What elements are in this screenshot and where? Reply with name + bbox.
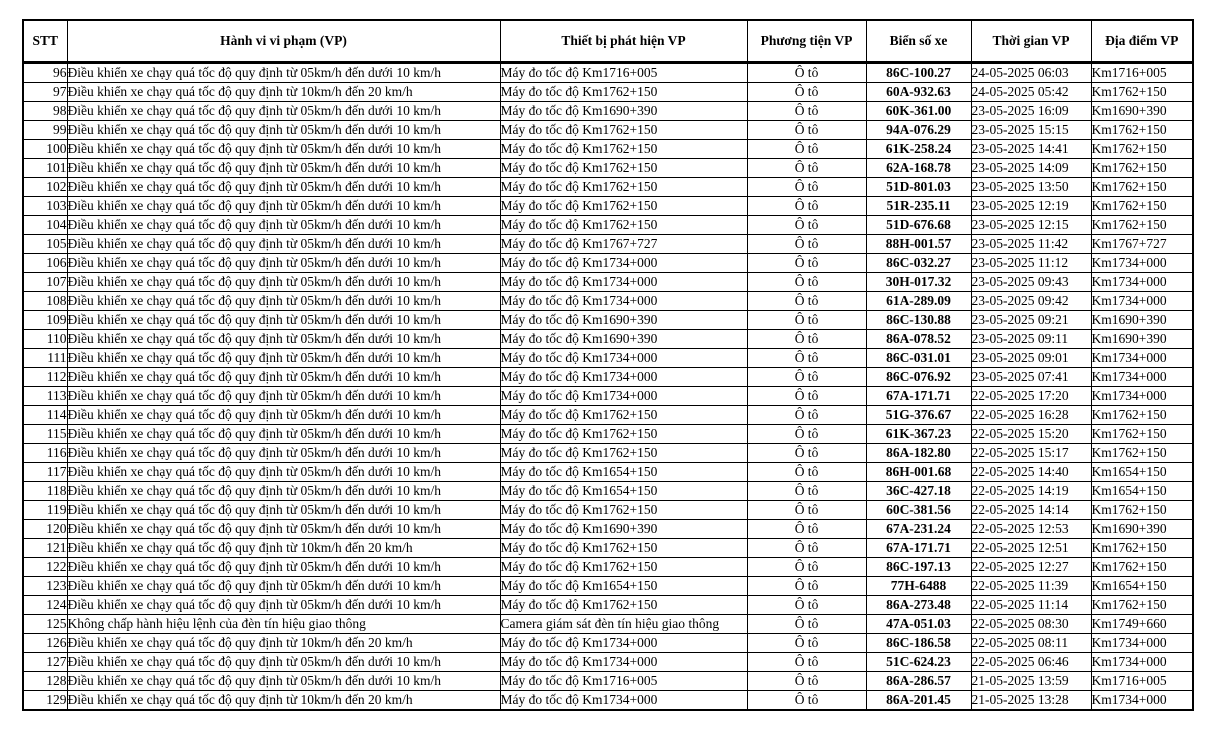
cell-stt: 128 — [23, 672, 67, 691]
col-header-plate: Biển số xe — [866, 20, 971, 63]
cell-time: 22-05-2025 06:46 — [971, 653, 1091, 672]
col-header-stt: STT — [23, 20, 67, 63]
cell-vehicle: Ô tô — [747, 63, 866, 83]
table-row — [23, 577, 1193, 596]
cell-device: Máy đo tốc độ Km1762+150 — [500, 83, 747, 102]
cell-time: 23-05-2025 14:09 — [971, 159, 1091, 178]
cell-plate: 86C-100.27 — [866, 63, 971, 83]
cell-location: Km1734+000 — [1091, 653, 1193, 672]
cell-violation: Điều khiển xe chạy quá tốc độ quy định từ 05km/h đến dưới 10 km/h — [67, 672, 500, 691]
cell-time: 23-05-2025 11:42 — [971, 235, 1091, 254]
cell-stt: 110 — [23, 330, 67, 349]
cell-device: Máy đo tốc độ Km1762+150 — [500, 159, 747, 178]
cell-location: Km1716+005 — [1091, 63, 1193, 83]
cell-violation: Điều khiển xe chạy quá tốc độ quy định từ 05km/h đến dưới 10 km/h — [67, 273, 500, 292]
cell-plate: 60C-381.56 — [866, 501, 971, 520]
cell-location: Km1690+390 — [1091, 330, 1193, 349]
cell-vehicle: Ô tô — [747, 273, 866, 292]
cell-stt: 114 — [23, 406, 67, 425]
cell-location: Km1654+150 — [1091, 577, 1193, 596]
cell-plate: 51R-235.11 — [866, 197, 971, 216]
cell-vehicle: Ô tô — [747, 83, 866, 102]
cell-location: Km1734+000 — [1091, 292, 1193, 311]
cell-time: 22-05-2025 15:20 — [971, 425, 1091, 444]
cell-vehicle: Ô tô — [747, 577, 866, 596]
cell-vehicle: Ô tô — [747, 558, 866, 577]
cell-stt: 98 — [23, 102, 67, 121]
cell-stt: 123 — [23, 577, 67, 596]
cell-plate: 62A-168.78 — [866, 159, 971, 178]
cell-time: 23-05-2025 09:11 — [971, 330, 1091, 349]
cell-stt: 96 — [23, 63, 67, 83]
cell-violation: Điều khiển xe chạy quá tốc độ quy định từ 05km/h đến dưới 10 km/h — [67, 311, 500, 330]
cell-device: Máy đo tốc độ Km1762+150 — [500, 558, 747, 577]
cell-vehicle: Ô tô — [747, 292, 866, 311]
cell-violation: Điều khiển xe chạy quá tốc độ quy định từ 05km/h đến dưới 10 km/h — [67, 178, 500, 197]
cell-stt: 124 — [23, 596, 67, 615]
cell-vehicle: Ô tô — [747, 197, 866, 216]
cell-vehicle: Ô tô — [747, 634, 866, 653]
cell-location: Km1762+150 — [1091, 121, 1193, 140]
cell-violation: Điều khiển xe chạy quá tốc độ quy định từ 05km/h đến dưới 10 km/h — [67, 102, 500, 121]
cell-vehicle: Ô tô — [747, 691, 866, 711]
cell-time: 22-05-2025 08:30 — [971, 615, 1091, 634]
cell-device: Máy đo tốc độ Km1716+005 — [500, 672, 747, 691]
cell-device: Camera giám sát đèn tín hiệu giao thông — [500, 615, 747, 634]
cell-plate: 86A-286.57 — [866, 672, 971, 691]
cell-location: Km1734+000 — [1091, 273, 1193, 292]
cell-violation: Không chấp hành hiệu lệnh của đèn tín hiệu giao thông — [67, 615, 500, 634]
cell-device: Máy đo tốc độ Km1734+000 — [500, 691, 747, 711]
cell-stt: 113 — [23, 387, 67, 406]
cell-location: Km1762+150 — [1091, 596, 1193, 615]
cell-violation: Điều khiển xe chạy quá tốc độ quy định từ 05km/h đến dưới 10 km/h — [67, 444, 500, 463]
table-body — [23, 63, 1193, 711]
cell-vehicle: Ô tô — [747, 615, 866, 634]
cell-stt: 107 — [23, 273, 67, 292]
cell-violation: Điều khiển xe chạy quá tốc độ quy định từ 10km/h đến 20 km/h — [67, 83, 500, 102]
cell-location: Km1762+150 — [1091, 83, 1193, 102]
cell-time: 22-05-2025 15:17 — [971, 444, 1091, 463]
cell-stt: 129 — [23, 691, 67, 711]
cell-violation: Điều khiển xe chạy quá tốc độ quy định từ 10km/h đến 20 km/h — [67, 634, 500, 653]
table-row — [23, 463, 1193, 482]
table-row — [23, 235, 1193, 254]
table-row — [23, 501, 1193, 520]
table-row — [23, 102, 1193, 121]
cell-violation: Điều khiển xe chạy quá tốc độ quy định từ 05km/h đến dưới 10 km/h — [67, 558, 500, 577]
cell-location: Km1734+000 — [1091, 368, 1193, 387]
table-row — [23, 596, 1193, 615]
cell-time: 22-05-2025 08:11 — [971, 634, 1091, 653]
cell-location: Km1690+390 — [1091, 520, 1193, 539]
cell-stt: 109 — [23, 311, 67, 330]
cell-vehicle: Ô tô — [747, 330, 866, 349]
cell-time: 22-05-2025 12:51 — [971, 539, 1091, 558]
table-row — [23, 368, 1193, 387]
cell-violation: Điều khiển xe chạy quá tốc độ quy định từ 05km/h đến dưới 10 km/h — [67, 349, 500, 368]
cell-device: Máy đo tốc độ Km1690+390 — [500, 102, 747, 121]
cell-location: Km1762+150 — [1091, 501, 1193, 520]
cell-violation: Điều khiển xe chạy quá tốc độ quy định từ 05km/h đến dưới 10 km/h — [67, 159, 500, 178]
table-row — [23, 63, 1193, 83]
table-row — [23, 558, 1193, 577]
table-row — [23, 140, 1193, 159]
cell-time: 22-05-2025 17:20 — [971, 387, 1091, 406]
cell-device: Máy đo tốc độ Km1762+150 — [500, 197, 747, 216]
cell-time: 21-05-2025 13:28 — [971, 691, 1091, 711]
table-row — [23, 482, 1193, 501]
col-header-device: Thiết bị phát hiện VP — [500, 20, 747, 63]
table-row — [23, 425, 1193, 444]
cell-plate: 86C-031.01 — [866, 349, 971, 368]
cell-time: 23-05-2025 09:42 — [971, 292, 1091, 311]
cell-stt: 108 — [23, 292, 67, 311]
cell-location: Km1762+150 — [1091, 159, 1193, 178]
cell-vehicle: Ô tô — [747, 178, 866, 197]
cell-time: 23-05-2025 14:41 — [971, 140, 1091, 159]
cell-violation: Điều khiển xe chạy quá tốc độ quy định từ 05km/h đến dưới 10 km/h — [67, 482, 500, 501]
cell-violation: Điều khiển xe chạy quá tốc độ quy định từ 05km/h đến dưới 10 km/h — [67, 63, 500, 83]
cell-violation: Điều khiển xe chạy quá tốc độ quy định từ 05km/h đến dưới 10 km/h — [67, 121, 500, 140]
cell-violation: Điều khiển xe chạy quá tốc độ quy định từ 05km/h đến dưới 10 km/h — [67, 425, 500, 444]
cell-plate: 86H-001.68 — [866, 463, 971, 482]
cell-stt: 119 — [23, 501, 67, 520]
table-header — [23, 20, 1193, 63]
cell-device: Máy đo tốc độ Km1690+390 — [500, 311, 747, 330]
table-row — [23, 349, 1193, 368]
cell-plate: 51D-676.68 — [866, 216, 971, 235]
cell-location: Km1762+150 — [1091, 197, 1193, 216]
cell-plate: 86C-130.88 — [866, 311, 971, 330]
table-row — [23, 273, 1193, 292]
cell-device: Máy đo tốc độ Km1762+150 — [500, 425, 747, 444]
cell-device: Máy đo tốc độ Km1762+150 — [500, 444, 747, 463]
table-row — [23, 539, 1193, 558]
cell-time: 22-05-2025 11:14 — [971, 596, 1091, 615]
cell-violation: Điều khiển xe chạy quá tốc độ quy định từ 05km/h đến dưới 10 km/h — [67, 406, 500, 425]
header-row — [23, 20, 1193, 63]
cell-time: 24-05-2025 05:42 — [971, 83, 1091, 102]
cell-stt: 126 — [23, 634, 67, 653]
cell-location: Km1762+150 — [1091, 425, 1193, 444]
cell-location: Km1654+150 — [1091, 463, 1193, 482]
cell-time: 24-05-2025 06:03 — [971, 63, 1091, 83]
cell-time: 23-05-2025 13:50 — [971, 178, 1091, 197]
cell-stt: 101 — [23, 159, 67, 178]
cell-location: Km1762+150 — [1091, 178, 1193, 197]
cell-vehicle: Ô tô — [747, 311, 866, 330]
cell-plate: 51G-376.67 — [866, 406, 971, 425]
cell-stt: 99 — [23, 121, 67, 140]
cell-plate: 36C-427.18 — [866, 482, 971, 501]
cell-time: 23-05-2025 12:15 — [971, 216, 1091, 235]
cell-device: Máy đo tốc độ Km1690+390 — [500, 520, 747, 539]
cell-location: Km1749+660 — [1091, 615, 1193, 634]
cell-location: Km1734+000 — [1091, 634, 1193, 653]
cell-plate: 67A-171.71 — [866, 387, 971, 406]
cell-violation: Điều khiển xe chạy quá tốc độ quy định từ 05km/h đến dưới 10 km/h — [67, 387, 500, 406]
cell-device: Máy đo tốc độ Km1654+150 — [500, 463, 747, 482]
cell-time: 22-05-2025 14:14 — [971, 501, 1091, 520]
cell-stt: 117 — [23, 463, 67, 482]
cell-vehicle: Ô tô — [747, 235, 866, 254]
cell-time: 23-05-2025 16:09 — [971, 102, 1091, 121]
cell-location: Km1734+000 — [1091, 254, 1193, 273]
cell-stt: 97 — [23, 83, 67, 102]
cell-location: Km1690+390 — [1091, 102, 1193, 121]
cell-violation: Điều khiển xe chạy quá tốc độ quy định từ 05km/h đến dưới 10 km/h — [67, 520, 500, 539]
cell-plate: 61K-367.23 — [866, 425, 971, 444]
cell-stt: 104 — [23, 216, 67, 235]
cell-vehicle: Ô tô — [747, 653, 866, 672]
cell-plate: 86A-078.52 — [866, 330, 971, 349]
cell-plate: 51D-801.03 — [866, 178, 971, 197]
cell-location: Km1762+150 — [1091, 444, 1193, 463]
cell-device: Máy đo tốc độ Km1762+150 — [500, 178, 747, 197]
col-header-vehicle: Phương tiện VP — [747, 20, 866, 63]
cell-device: Máy đo tốc độ Km1654+150 — [500, 577, 747, 596]
cell-plate: 86C-032.27 — [866, 254, 971, 273]
cell-device: Máy đo tốc độ Km1734+000 — [500, 387, 747, 406]
cell-vehicle: Ô tô — [747, 672, 866, 691]
cell-device: Máy đo tốc độ Km1734+000 — [500, 634, 747, 653]
cell-location: Km1734+000 — [1091, 387, 1193, 406]
cell-stt: 103 — [23, 197, 67, 216]
table-row — [23, 387, 1193, 406]
col-header-violation: Hành vi vi phạm (VP) — [67, 20, 500, 63]
cell-vehicle: Ô tô — [747, 387, 866, 406]
cell-time: 22-05-2025 14:40 — [971, 463, 1091, 482]
cell-time: 23-05-2025 15:15 — [971, 121, 1091, 140]
cell-stt: 112 — [23, 368, 67, 387]
cell-device: Máy đo tốc độ Km1762+150 — [500, 596, 747, 615]
table-row — [23, 615, 1193, 634]
cell-stt: 106 — [23, 254, 67, 273]
cell-plate: 86C-197.13 — [866, 558, 971, 577]
cell-violation: Điều khiển xe chạy quá tốc độ quy định từ 05km/h đến dưới 10 km/h — [67, 235, 500, 254]
cell-location: Km1654+150 — [1091, 482, 1193, 501]
cell-stt: 105 — [23, 235, 67, 254]
cell-stt: 121 — [23, 539, 67, 558]
cell-stt: 115 — [23, 425, 67, 444]
cell-vehicle: Ô tô — [747, 140, 866, 159]
cell-time: 23-05-2025 09:43 — [971, 273, 1091, 292]
cell-device: Máy đo tốc độ Km1762+150 — [500, 539, 747, 558]
cell-time: 22-05-2025 16:28 — [971, 406, 1091, 425]
cell-plate: 61K-258.24 — [866, 140, 971, 159]
cell-plate: 30H-017.32 — [866, 273, 971, 292]
cell-violation: Điều khiển xe chạy quá tốc độ quy định từ 05km/h đến dưới 10 km/h — [67, 330, 500, 349]
cell-device: Máy đo tốc độ Km1762+150 — [500, 501, 747, 520]
col-header-time: Thời gian VP — [971, 20, 1091, 63]
cell-device: Máy đo tốc độ Km1654+150 — [500, 482, 747, 501]
cell-plate: 86C-186.58 — [866, 634, 971, 653]
cell-location: Km1762+150 — [1091, 140, 1193, 159]
cell-device: Máy đo tốc độ Km1762+150 — [500, 121, 747, 140]
table-row — [23, 83, 1193, 102]
cell-device: Máy đo tốc độ Km1734+000 — [500, 273, 747, 292]
cell-location: Km1762+150 — [1091, 216, 1193, 235]
cell-stt: 127 — [23, 653, 67, 672]
cell-vehicle: Ô tô — [747, 444, 866, 463]
table-row — [23, 216, 1193, 235]
table-row — [23, 520, 1193, 539]
cell-vehicle: Ô tô — [747, 349, 866, 368]
table-row — [23, 672, 1193, 691]
table-row — [23, 197, 1193, 216]
cell-device: Máy đo tốc độ Km1762+150 — [500, 216, 747, 235]
cell-location: Km1762+150 — [1091, 406, 1193, 425]
cell-plate: 86A-201.45 — [866, 691, 971, 711]
cell-vehicle: Ô tô — [747, 482, 866, 501]
cell-plate: 67A-171.71 — [866, 539, 971, 558]
cell-device: Máy đo tốc độ Km1734+000 — [500, 292, 747, 311]
cell-violation: Điều khiển xe chạy quá tốc độ quy định từ 05km/h đến dưới 10 km/h — [67, 596, 500, 615]
cell-vehicle: Ô tô — [747, 159, 866, 178]
cell-location: Km1767+727 — [1091, 235, 1193, 254]
cell-time: 23-05-2025 09:01 — [971, 349, 1091, 368]
cell-violation: Điều khiển xe chạy quá tốc độ quy định từ 05km/h đến dưới 10 km/h — [67, 292, 500, 311]
cell-time: 23-05-2025 11:12 — [971, 254, 1091, 273]
table-row — [23, 159, 1193, 178]
cell-vehicle: Ô tô — [747, 368, 866, 387]
cell-vehicle: Ô tô — [747, 216, 866, 235]
cell-location: Km1762+150 — [1091, 539, 1193, 558]
cell-stt: 102 — [23, 178, 67, 197]
cell-time: 23-05-2025 09:21 — [971, 311, 1091, 330]
cell-location: Km1690+390 — [1091, 311, 1193, 330]
table-row — [23, 121, 1193, 140]
cell-plate: 51C-624.23 — [866, 653, 971, 672]
cell-plate: 86C-076.92 — [866, 368, 971, 387]
cell-time: 22-05-2025 14:19 — [971, 482, 1091, 501]
cell-plate: 86A-273.48 — [866, 596, 971, 615]
cell-location: Km1734+000 — [1091, 349, 1193, 368]
cell-device: Máy đo tốc độ Km1690+390 — [500, 330, 747, 349]
cell-violation: Điều khiển xe chạy quá tốc độ quy định từ 05km/h đến dưới 10 km/h — [67, 140, 500, 159]
cell-vehicle: Ô tô — [747, 406, 866, 425]
violations-table — [22, 19, 1194, 711]
table-row — [23, 634, 1193, 653]
cell-vehicle: Ô tô — [747, 425, 866, 444]
cell-device: Máy đo tốc độ Km1762+150 — [500, 140, 747, 159]
table-row — [23, 330, 1193, 349]
cell-stt: 111 — [23, 349, 67, 368]
cell-violation: Điều khiển xe chạy quá tốc độ quy định từ 10km/h đến 20 km/h — [67, 539, 500, 558]
cell-violation: Điều khiển xe chạy quá tốc độ quy định từ 05km/h đến dưới 10 km/h — [67, 577, 500, 596]
cell-violation: Điều khiển xe chạy quá tốc độ quy định từ 05km/h đến dưới 10 km/h — [67, 216, 500, 235]
cell-plate: 60A-932.63 — [866, 83, 971, 102]
cell-stt: 116 — [23, 444, 67, 463]
cell-plate: 88H-001.57 — [866, 235, 971, 254]
cell-vehicle: Ô tô — [747, 520, 866, 539]
cell-stt: 120 — [23, 520, 67, 539]
cell-vehicle: Ô tô — [747, 596, 866, 615]
cell-device: Máy đo tốc độ Km1734+000 — [500, 368, 747, 387]
col-header-location: Địa điểm VP — [1091, 20, 1193, 63]
cell-time: 21-05-2025 13:59 — [971, 672, 1091, 691]
cell-time: 22-05-2025 12:53 — [971, 520, 1091, 539]
cell-plate: 86A-182.80 — [866, 444, 971, 463]
table-row — [23, 178, 1193, 197]
cell-device: Máy đo tốc độ Km1762+150 — [500, 406, 747, 425]
table-row — [23, 311, 1193, 330]
cell-stt: 122 — [23, 558, 67, 577]
cell-time: 23-05-2025 12:19 — [971, 197, 1091, 216]
cell-device: Máy đo tốc độ Km1734+000 — [500, 653, 747, 672]
cell-vehicle: Ô tô — [747, 501, 866, 520]
cell-plate: 94A-076.29 — [866, 121, 971, 140]
cell-violation: Điều khiển xe chạy quá tốc độ quy định từ 05km/h đến dưới 10 km/h — [67, 653, 500, 672]
cell-stt: 118 — [23, 482, 67, 501]
cell-violation: Điều khiển xe chạy quá tốc độ quy định từ 05km/h đến dưới 10 km/h — [67, 463, 500, 482]
cell-violation: Điều khiển xe chạy quá tốc độ quy định từ 05km/h đến dưới 10 km/h — [67, 368, 500, 387]
cell-plate: 77H-6488 — [866, 577, 971, 596]
table-row — [23, 406, 1193, 425]
cell-vehicle: Ô tô — [747, 102, 866, 121]
table-row — [23, 444, 1193, 463]
table-row — [23, 691, 1193, 711]
cell-vehicle: Ô tô — [747, 121, 866, 140]
cell-vehicle: Ô tô — [747, 539, 866, 558]
cell-device: Máy đo tốc độ Km1734+000 — [500, 349, 747, 368]
cell-stt: 125 — [23, 615, 67, 634]
cell-vehicle: Ô tô — [747, 254, 866, 273]
cell-location: Km1734+000 — [1091, 691, 1193, 711]
cell-violation: Điều khiển xe chạy quá tốc độ quy định từ 05km/h đến dưới 10 km/h — [67, 501, 500, 520]
cell-location: Km1762+150 — [1091, 558, 1193, 577]
cell-violation: Điều khiển xe chạy quá tốc độ quy định từ 05km/h đến dưới 10 km/h — [67, 254, 500, 273]
cell-device: Máy đo tốc độ Km1734+000 — [500, 254, 747, 273]
table-row — [23, 653, 1193, 672]
cell-time: 22-05-2025 12:27 — [971, 558, 1091, 577]
cell-plate: 61A-289.09 — [866, 292, 971, 311]
cell-vehicle: Ô tô — [747, 463, 866, 482]
cell-device: Máy đo tốc độ Km1716+005 — [500, 63, 747, 83]
cell-device: Máy đo tốc độ Km1767+727 — [500, 235, 747, 254]
cell-violation: Điều khiển xe chạy quá tốc độ quy định từ 05km/h đến dưới 10 km/h — [67, 197, 500, 216]
table-row — [23, 254, 1193, 273]
cell-time: 22-05-2025 11:39 — [971, 577, 1091, 596]
cell-plate: 60K-361.00 — [866, 102, 971, 121]
cell-violation: Điều khiển xe chạy quá tốc độ quy định từ 10km/h đến 20 km/h — [67, 691, 500, 711]
cell-plate: 47A-051.03 — [866, 615, 971, 634]
cell-location: Km1716+005 — [1091, 672, 1193, 691]
cell-time: 23-05-2025 07:41 — [971, 368, 1091, 387]
table-row — [23, 292, 1193, 311]
cell-stt: 100 — [23, 140, 67, 159]
cell-plate: 67A-231.24 — [866, 520, 971, 539]
